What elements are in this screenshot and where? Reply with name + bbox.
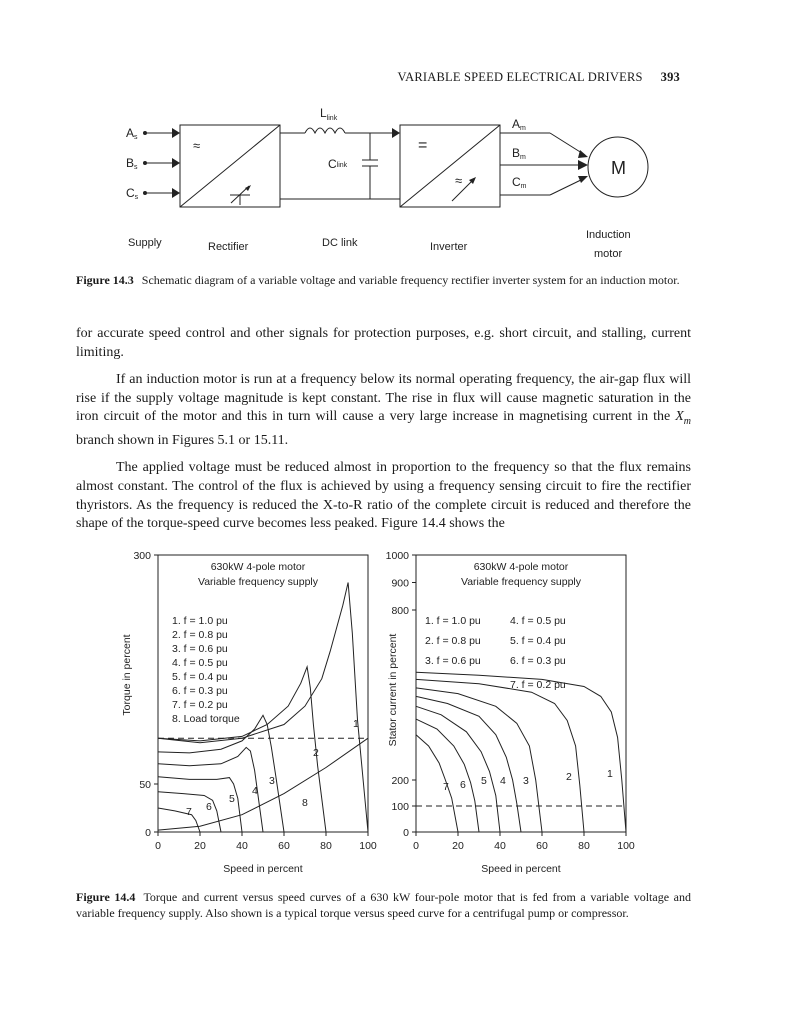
torque-chart-title: 630kW 4-pole motor (210, 561, 306, 573)
y-tick-label: 900 (391, 577, 409, 590)
legend-item: 1. f = 1.0 pu (172, 615, 228, 627)
label-rectifier: Rectifier (208, 241, 249, 253)
x-tick-label: 100 (359, 840, 377, 852)
label-am: Am (512, 117, 526, 132)
label-as: As (126, 126, 138, 141)
label-cs: Cs (126, 186, 139, 201)
legend-item: 3. f = 0.6 pu (172, 643, 228, 655)
curve-r-1 (416, 672, 626, 832)
curve-label-l-1: 1 (353, 718, 359, 730)
y-tick-label: 0 (403, 827, 409, 839)
label-bs: Bs (126, 156, 138, 171)
figure-caption-14-4: Figure 14.4 Torque and current versus speed curves of a 630 kW four-pole motor that is fed from a variable voltage and variable frequency supply. Also shown is a typical torque versus speed curve for a centrifugal pump or compressor. (76, 890, 692, 920)
x-tick-label: 100 (617, 840, 635, 852)
torque-chart-ylabel: Torque in percent (121, 634, 133, 716)
y-tick-label: 1000 (385, 550, 409, 562)
paragraph-1: for accurate speed control and other signals for protection purposes, e.g. short circuit, and stalling, current limiting. (76, 326, 691, 360)
header-title: VARIABLE SPEED ELECTRICAL DRIVERS (397, 70, 643, 84)
label-motor: M (611, 158, 626, 178)
curve-label-l-5: 5 (229, 793, 235, 805)
label-llink: $L_{link}$ (320, 106, 338, 122)
legend-item: 7. f = 0.2 pu (510, 679, 566, 691)
figure-14-4-charts (108, 540, 648, 880)
current-chart-title: 630kW 4-pole motor (473, 561, 569, 573)
label-inverter: Inverter (430, 241, 468, 253)
paragraph-2: If an induction motor is run at a frequency below its normal operating frequency, the air-gap flux will rise if the supply voltage magnitude is kept constant. The rise in flux will cause magnetic saturation in the iron circuit of the motor and this in turn will cause a very large increase in magnetising current in the $X_m$ branch shown in Figures 5.1 or 15.11. (76, 372, 691, 448)
current-chart-ylabel: Stator current in percent (387, 633, 399, 747)
dc-symbol-inverter: = (418, 137, 428, 154)
curve-r-3 (416, 688, 542, 832)
torque-speed-chart (121, 550, 377, 875)
y-tick-label: 50 (139, 779, 151, 791)
body-text (76, 325, 691, 543)
x-tick-label: 20 (194, 840, 206, 852)
curve-label-r-2: 2 (566, 771, 572, 783)
y-tick-label: 100 (391, 801, 409, 813)
curve-label-l-8: 8 (302, 797, 308, 809)
ac-symbol-inverter: ≈ (455, 173, 463, 188)
ac-symbol-rectifier: ≈ (193, 138, 201, 153)
page-number: 393 (660, 70, 680, 84)
label-bm: Bm (512, 146, 526, 161)
legend-item: 4. f = 0.5 pu (510, 615, 566, 627)
torque-chart-subtitle: Variable frequency supply (197, 576, 319, 588)
legend-item: 7. f = 0.2 pu (172, 699, 228, 711)
y-tick-label: 800 (391, 605, 409, 617)
x-tick-label: 20 (452, 840, 464, 852)
x-tick-label: 0 (413, 840, 419, 852)
figure-caption-14-3: Figure 14.3 Schematic diagram of a variable voltage and variable frequency rectifier inverter system for an induction motor. (76, 273, 680, 287)
legend-item: 6. f = 0.3 pu (172, 685, 228, 697)
y-tick-label: 300 (133, 550, 151, 562)
x-tick-label: 60 (278, 840, 290, 852)
curve-label-l-4: 4 (252, 785, 258, 797)
running-header (380, 70, 680, 85)
legend-item: 2. f = 0.8 pu (172, 629, 228, 641)
label-induction: Induction (586, 229, 631, 241)
label-motor-word: motor (594, 248, 623, 260)
inductor-symbol (305, 128, 345, 133)
curve-label-r-6: 6 (460, 779, 466, 791)
curve-l-3 (158, 715, 284, 832)
y-tick-label: 0 (145, 827, 151, 839)
legend-item: 4. f = 0.5 pu (172, 657, 228, 669)
label-supply: Supply (128, 237, 162, 249)
label-dclink: DC link (322, 237, 358, 249)
curve-r-7 (416, 735, 458, 832)
x-tick-label: 80 (578, 840, 590, 852)
curve-label-r-1: 1 (607, 768, 613, 780)
x-tick-label: 40 (236, 840, 248, 852)
curve-label-r-5: 5 (481, 775, 487, 787)
legend-item: 6. f = 0.3 pu (510, 655, 566, 667)
current-speed-chart (386, 550, 635, 875)
current-chart-subtitle: Variable frequency supply (460, 576, 582, 588)
x-tick-label: 40 (494, 840, 506, 852)
label-cm: Cm (512, 175, 527, 190)
curve-l-4 (158, 747, 263, 832)
legend-item: 2. f = 0.8 pu (425, 635, 481, 647)
legend-item: 8. Load torque (172, 713, 240, 725)
curve-label-l-7: 7 (186, 806, 192, 818)
curve-label-l-2: 2 (313, 747, 319, 759)
schematic-diagram (100, 100, 690, 265)
legend-item: 1. f = 1.0 pu (425, 615, 481, 627)
curve-r-4 (416, 696, 521, 832)
curve-label-r-4: 4 (500, 775, 506, 787)
y-tick-label: 200 (391, 775, 409, 787)
x-tick-label: 0 (155, 840, 161, 852)
curve-label-r-7: 7 (443, 781, 449, 793)
x-tick-label: 60 (536, 840, 548, 852)
legend-item: 5. f = 0.4 pu (172, 671, 228, 683)
legend-item: 3. f = 0.6 pu (425, 655, 481, 667)
curve-label-l-6: 6 (206, 801, 212, 813)
current-chart-xlabel: Speed in percent (481, 863, 561, 875)
label-clink: Clink (328, 157, 348, 171)
curve-label-r-3: 3 (523, 775, 529, 787)
legend-item: 5. f = 0.4 pu (510, 635, 566, 647)
curve-label-l-3: 3 (269, 775, 275, 787)
x-tick-label: 80 (320, 840, 332, 852)
paragraph-3: The applied voltage must be reduced almost in proportion to the frequency so that the flux remains almost constant. The control of the flux is achieved by using a frequency sensing circuit to fire the rectifier thyristors. As the frequency is reduced the X-to-R ratio of the complete circuit is reduced and therefore the shape of the torque-speed curve becomes less peaked. Figure 14.4 shows the (76, 460, 691, 532)
torque-chart-xlabel: Speed in percent (223, 863, 303, 875)
